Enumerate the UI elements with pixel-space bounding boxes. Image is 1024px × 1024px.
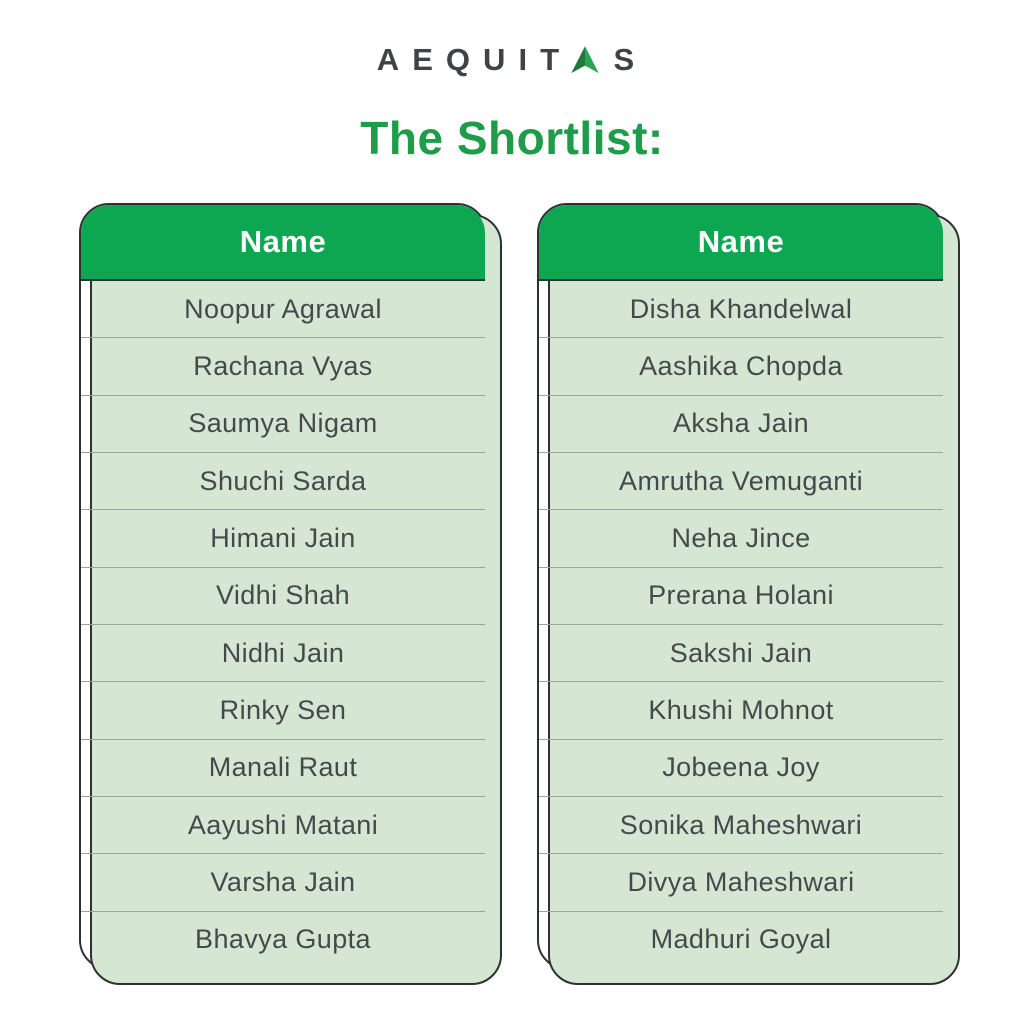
table-row: Madhuri Goyal [650, 924, 832, 955]
table-row: Amrutha Vemuganti [539, 453, 943, 510]
table-row: Neha Jince [539, 510, 943, 567]
table-row: Himani Jain [81, 510, 485, 567]
page-title: The Shortlist: [360, 112, 664, 164]
logo-text-suffix: S [613, 42, 648, 77]
table-header-left: Name [81, 205, 485, 281]
table-row: Shuchi Sarda [81, 453, 485, 510]
table-row: Aashika Chopda [539, 338, 943, 395]
table-row: Saumya Nigam [81, 396, 485, 453]
table-row: Aksha Jain [539, 396, 943, 453]
table-row: Rachana Vyas [81, 338, 485, 395]
shortlist-tables [0, 203, 1024, 970]
shortlist-table-left [79, 203, 487, 970]
table-row: Disha Khandelwal [539, 281, 943, 338]
table-header-right: Name [539, 205, 943, 281]
table-rows-left [81, 281, 485, 968]
table-row: Sakshi Jain [539, 625, 943, 682]
logo-arrow-icon [570, 45, 600, 75]
table-row: Vidhi Shah [81, 568, 485, 625]
table-row: Prerana Holani [539, 568, 943, 625]
table-row: Manali Raut [81, 740, 485, 797]
table-rows-right [539, 281, 943, 968]
table-row: Rinky Sen [81, 682, 485, 739]
table-row: Divya Maheshwari [539, 854, 943, 911]
table-row: Noopur Agrawal [81, 281, 485, 338]
table-row: Khushi Mohnot [539, 682, 943, 739]
brand-logo [0, 44, 1024, 75]
logo-text-prefix: AEQUIT [376, 42, 573, 77]
table-row: Bhavya Gupta [195, 924, 371, 955]
table-row: Nidhi Jain [81, 625, 485, 682]
table-row: Aayushi Matani [81, 797, 485, 854]
table-row: Jobeena Joy [539, 740, 943, 797]
shortlist-table-right [537, 203, 945, 970]
table-row: Varsha Jain [81, 854, 485, 911]
table-row: Sonika Maheshwari [539, 797, 943, 854]
